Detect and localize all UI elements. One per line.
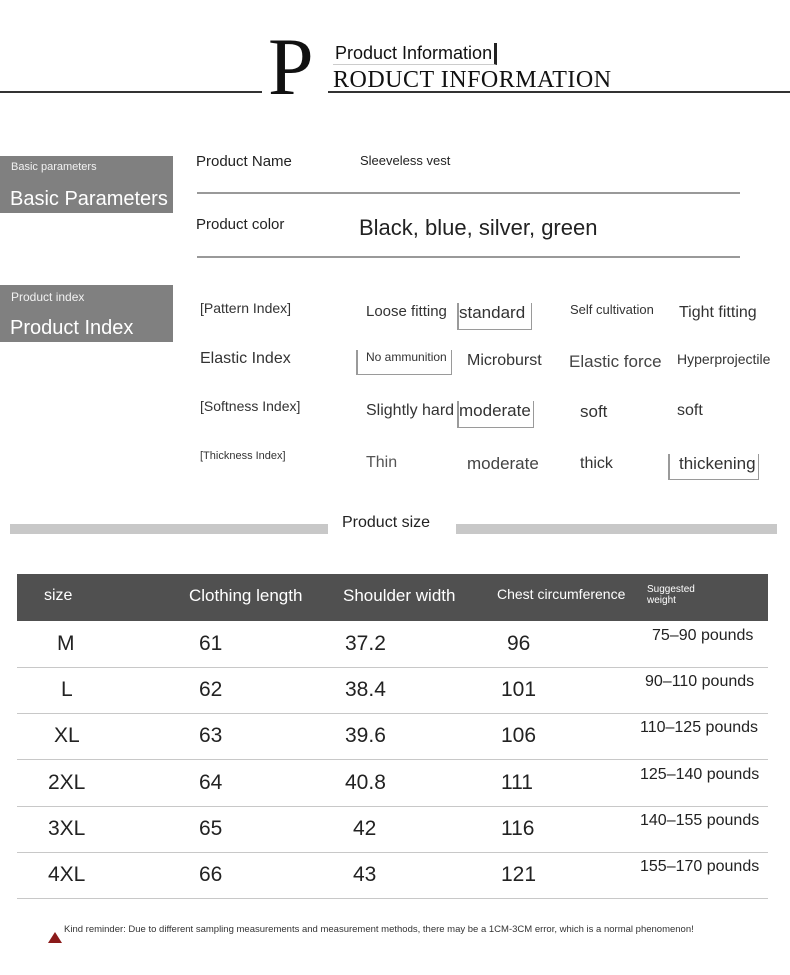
cell-shoulder-width: 42 — [353, 817, 377, 840]
cell-shoulder-width: 39.6 — [345, 724, 386, 747]
cell-chest: 106 — [501, 724, 537, 747]
size-table-header — [17, 574, 768, 621]
product-name-label: Product Name — [196, 153, 292, 170]
kind-reminder-note: Kind reminder: Due to different sampling measurements and measurement methods, there may be a 1CM-3CM error, which is a normal phenomenon! — [64, 924, 694, 935]
pattern-index-label: [Pattern Index] — [200, 300, 292, 316]
thickness-option-thin: Thin — [366, 454, 398, 471]
elastic-option-microburst: Microburst — [467, 352, 542, 369]
softness-index-label: [Softness Index] — [200, 398, 301, 414]
cell-chest: 116 — [501, 817, 535, 840]
cell-clothing-length: 61 — [199, 632, 223, 655]
elastic-index-label: Elastic Index — [200, 350, 291, 367]
pattern-option-loose: Loose fitting — [366, 303, 447, 320]
table-row — [17, 621, 768, 668]
thickness-option-thickening: thickening — [668, 454, 759, 480]
pattern-option-tight: Tight fitting — [679, 304, 757, 321]
cell-shoulder-width: 43 — [353, 863, 377, 886]
cell-weight: 75–90 pounds — [652, 627, 754, 644]
cell-weight: 110–125 pounds — [640, 719, 759, 736]
cell-shoulder-width: 40.8 — [345, 771, 386, 794]
cell-weight: 140–155 pounds — [640, 812, 760, 829]
header-size: size — [44, 587, 73, 604]
thickness-index-label: [Thickness Index] — [200, 450, 286, 462]
cell-size: 4XL — [48, 863, 86, 886]
softness-option-soft-2: soft — [677, 402, 703, 419]
cell-size: 3XL — [48, 817, 86, 840]
cell-shoulder-width: 38.4 — [345, 678, 386, 701]
elastic-option-no-ammunition: No ammunition — [356, 350, 452, 375]
basic-parameters-small-label: Basic parameters — [11, 161, 97, 173]
cell-chest: 96 — [507, 632, 531, 655]
cell-size: L — [61, 678, 73, 701]
table-row — [17, 852, 768, 899]
elastic-option-elastic-force: Elastic force — [569, 352, 662, 371]
basic-parameters-box — [0, 156, 173, 213]
table-row — [17, 760, 768, 807]
cell-chest: 121 — [501, 863, 537, 886]
product-index-title: Product Index — [10, 317, 134, 339]
pattern-option-standard: standard — [457, 303, 532, 330]
table-row — [17, 667, 768, 714]
cell-size: 2XL — [48, 771, 86, 794]
product-color-value: Black, blue, silver, green — [359, 215, 598, 240]
pattern-option-self-cultivation: Self cultivation — [570, 302, 654, 317]
softness-option-soft: soft — [580, 402, 608, 421]
header-suggested-weight: Suggested weight — [647, 584, 695, 606]
elastic-option-hyperprojectile: Hyperprojectile — [677, 351, 771, 367]
header-shoulder-width: Shoulder width — [343, 586, 456, 605]
cell-clothing-length: 64 — [199, 771, 223, 794]
table-row — [17, 713, 768, 760]
product-name-value: Sleeveless vest — [360, 153, 451, 168]
cell-weight: 90–110 pounds — [645, 673, 755, 690]
basic-parameters-title: Basic Parameters — [10, 188, 168, 210]
header-title-serif: RODUCT INFORMATION — [333, 67, 612, 93]
product-index-small-label: Product index — [11, 290, 85, 304]
size-divider-left — [10, 524, 328, 534]
product-color-label: Product color — [196, 216, 285, 233]
header-title-small: Product Information — [333, 43, 497, 65]
cell-size: M — [57, 632, 75, 655]
thickness-option-moderate: moderate — [467, 454, 539, 473]
cell-chest: 111 — [501, 771, 533, 794]
cell-shoulder-width: 37.2 — [345, 632, 386, 655]
product-name-divider — [197, 192, 740, 194]
softness-option-moderate: moderate — [457, 401, 534, 428]
header-chest-circumference: Chest circumference — [497, 586, 626, 602]
cell-chest: 101 — [501, 678, 537, 701]
product-index-box — [0, 285, 173, 342]
product-size-title: Product size — [342, 514, 431, 531]
cell-clothing-length: 65 — [199, 817, 223, 840]
cell-weight: 125–140 pounds — [640, 766, 760, 783]
cell-weight: 155–170 pounds — [640, 858, 760, 875]
product-color-divider — [197, 256, 740, 258]
cell-clothing-length: 62 — [199, 678, 223, 701]
header-rule-left — [0, 91, 262, 93]
cell-size: XL — [54, 724, 80, 747]
header-clothing-length: Clothing length — [189, 586, 303, 605]
size-divider-right — [456, 524, 777, 534]
thickness-option-thick: thick — [580, 455, 613, 472]
softness-option-slightly-hard: Slightly hard — [366, 402, 455, 419]
cell-clothing-length: 63 — [199, 724, 223, 747]
cell-clothing-length: 66 — [199, 863, 223, 886]
header-big-letter: P — [268, 21, 314, 112]
table-row — [17, 806, 768, 853]
warning-triangle-icon — [48, 932, 62, 943]
